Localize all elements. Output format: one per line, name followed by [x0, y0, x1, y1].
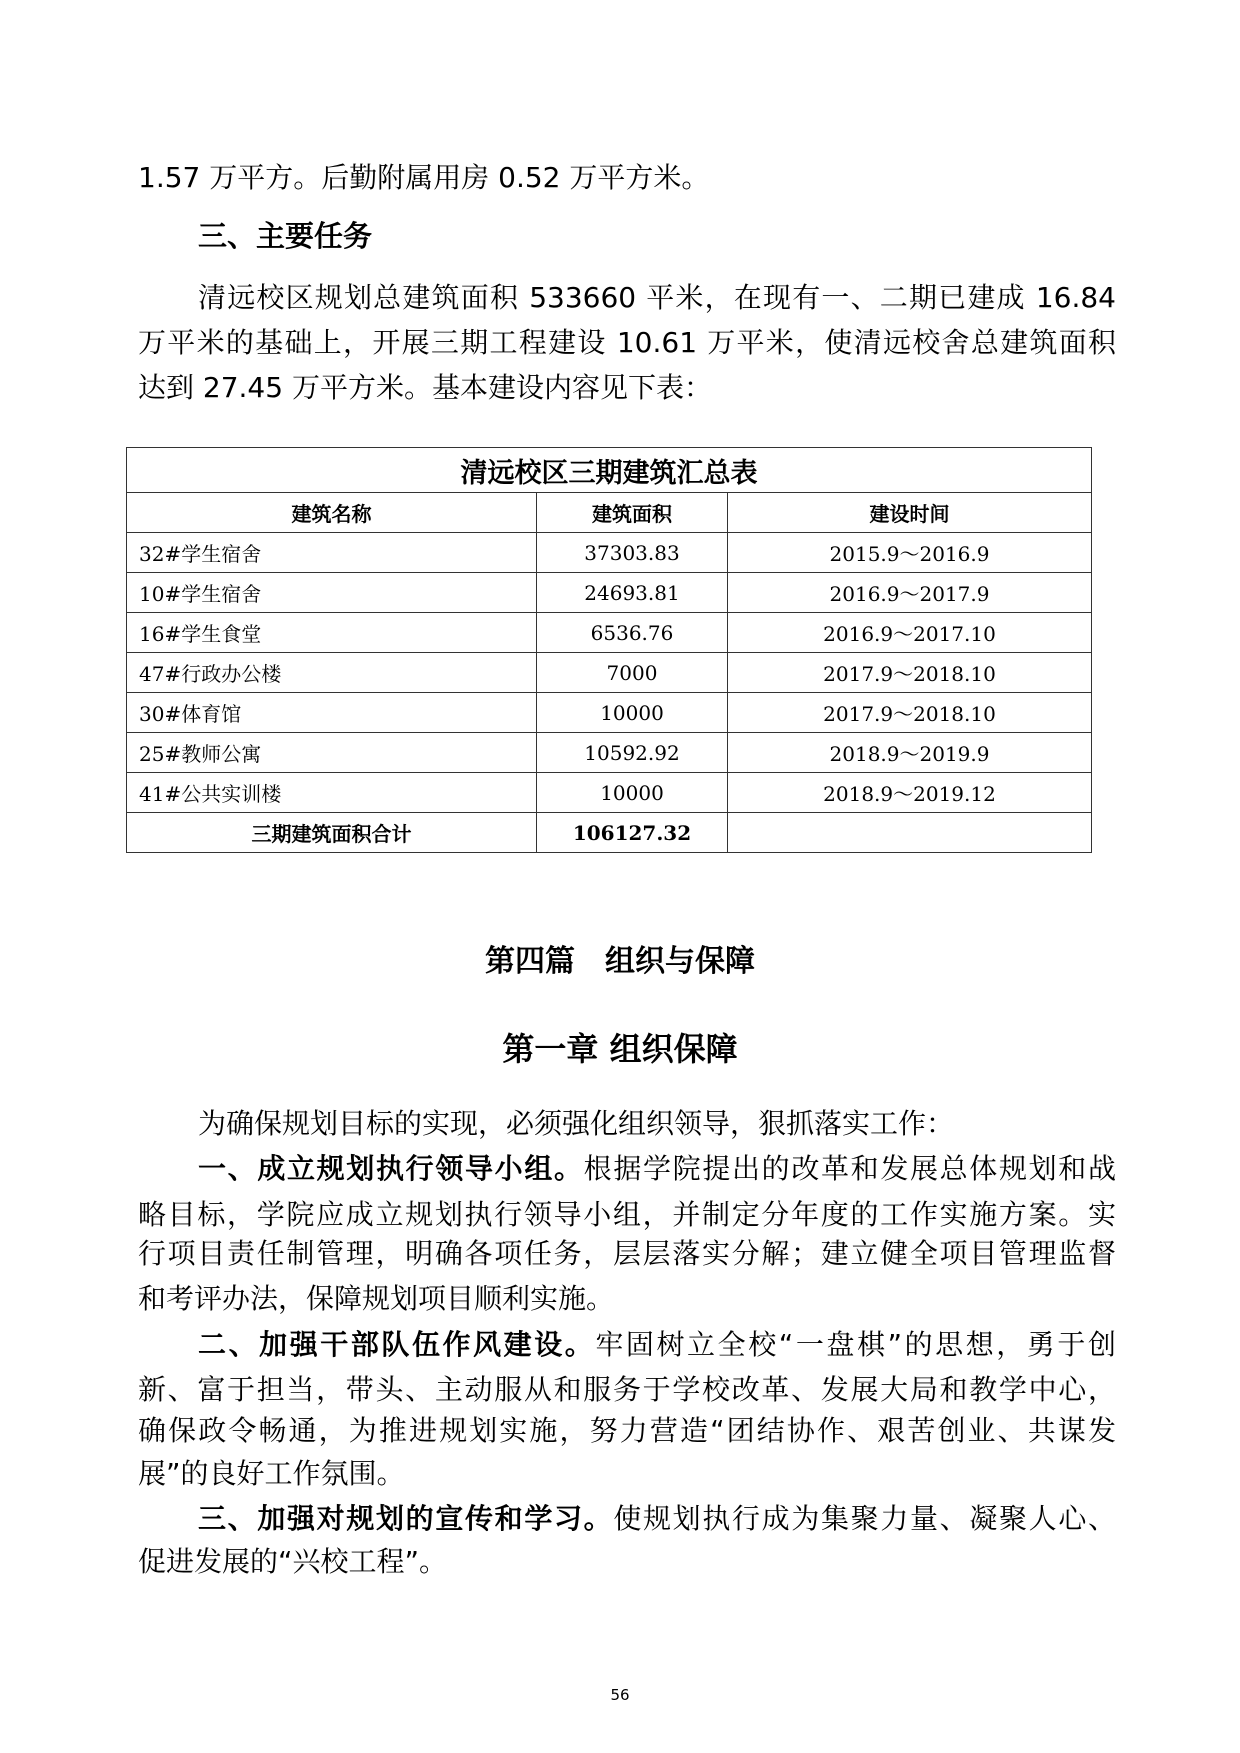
building-name-cell: 30#体育馆 [127, 693, 537, 733]
item-1-line: 和考评办法，保障规划项目顺利实施。 [138, 1282, 615, 1315]
item-text: 根据学院提出的改革和发展总体规划和战 [583, 1152, 1116, 1185]
column-header: 建筑面积 [537, 493, 728, 533]
item-2-line: 展”的良好工作氛围。 [138, 1457, 405, 1490]
total-label: 三期建筑面积合计 [127, 813, 537, 853]
construction-period-cell: 2016.9～2017.10 [728, 613, 1092, 653]
item-2-line [198, 1325, 1116, 1365]
total-value: 106127.32 [537, 813, 728, 853]
column-header: 建筑名称 [127, 493, 537, 533]
chapter-title: 第一章 组织保障 [502, 1030, 738, 1068]
paragraph-line: 万平米的基础上，开展三期工程建设 10.61 万平米，使清远校舍总建筑面积 [138, 326, 1116, 359]
item-1-heading: 一、成立规划执行领导小组。 [198, 1152, 584, 1185]
paragraph-line: 清远校区规划总建筑面积 533660 平米，在现有一、二期已建成 16.84 [198, 281, 1116, 314]
building-name-cell: 47#行政办公楼 [127, 653, 537, 693]
table-title: 清远校区三期建筑汇总表 [127, 448, 1092, 493]
floor-area-cell: 10000 [537, 693, 728, 733]
floor-area-cell: 24693.81 [537, 573, 728, 613]
building-name-cell: 32#学生宿舍 [127, 533, 537, 573]
construction-period-cell: 2018.9～2019.12 [728, 773, 1092, 813]
page-number: 56 [610, 1686, 630, 1704]
floor-area-cell: 10000 [537, 773, 728, 813]
item-1-line: 略目标，学院应成立规划执行领导小组，并制定分年度的工作实施方案。实 [138, 1198, 1116, 1231]
table-row [127, 773, 1092, 813]
paragraph-line: 达到 27.45 万平方米。基本建设内容见下表： [138, 371, 712, 404]
table-total-row [127, 813, 1092, 853]
construction-period-cell: 2016.9～2017.9 [728, 573, 1092, 613]
table-row [127, 653, 1092, 693]
item-1-line [198, 1149, 1116, 1189]
part-title: 第四篇 组织与保障 [485, 944, 755, 979]
empty-cell [728, 813, 1092, 853]
building-name-cell: 16#学生食堂 [127, 613, 537, 653]
item-3-line [198, 1499, 1116, 1539]
floor-area-cell: 7000 [537, 653, 728, 693]
floor-area-cell: 37303.83 [537, 533, 728, 573]
item-2-line: 确保政令畅通，为推进规划实施，努力营造“团结协作、艰苦创业、共谋发 [138, 1414, 1116, 1447]
table-row [127, 573, 1092, 613]
floor-area-cell: 10592.92 [537, 733, 728, 773]
item-2-heading: 二、加强干部队伍作风建设。 [198, 1328, 596, 1361]
table-row [127, 733, 1092, 773]
chapter-intro: 为确保规划目标的实现，必须强化组织领导，狠抓落实工作： [198, 1107, 955, 1140]
section-heading: 三、主要任务 [198, 219, 373, 253]
construction-period-cell: 2015.9～2016.9 [728, 533, 1092, 573]
floor-area-cell: 6536.76 [537, 613, 728, 653]
construction-period-cell: 2017.9～2018.10 [728, 693, 1092, 733]
item-text: 牢固树立全校“一盘棋”的思想，勇于创 [595, 1328, 1116, 1361]
construction-period-cell: 2017.9～2018.10 [728, 653, 1092, 693]
table-row [127, 613, 1092, 653]
table-row [127, 533, 1092, 573]
item-text: 使规划执行成为集聚力量、凝聚人心、 [613, 1502, 1116, 1535]
table-row [127, 693, 1092, 733]
construction-period-cell: 2018.9～2019.9 [728, 733, 1092, 773]
building-name-cell: 25#教师公寓 [127, 733, 537, 773]
building-summary-table [126, 447, 1092, 853]
building-name-cell: 10#学生宿舍 [127, 573, 537, 613]
item-3-heading: 三、加强对规划的宣传和学习。 [198, 1502, 614, 1535]
intro-line: 1.57 万平方。后勤附属用房 0.52 万平方米。 [138, 161, 710, 194]
column-header: 建设时间 [728, 493, 1092, 533]
item-1-line: 行项目责任制管理，明确各项任务，层层落实分解；建立健全项目管理监督 [138, 1237, 1116, 1270]
item-2-line: 新、富于担当，带头、主动服从和服务于学校改革、发展大局和教学中心， [138, 1373, 1116, 1406]
building-name-cell: 41#公共实训楼 [127, 773, 537, 813]
item-3-line: 促进发展的“兴校工程”。 [138, 1545, 448, 1578]
